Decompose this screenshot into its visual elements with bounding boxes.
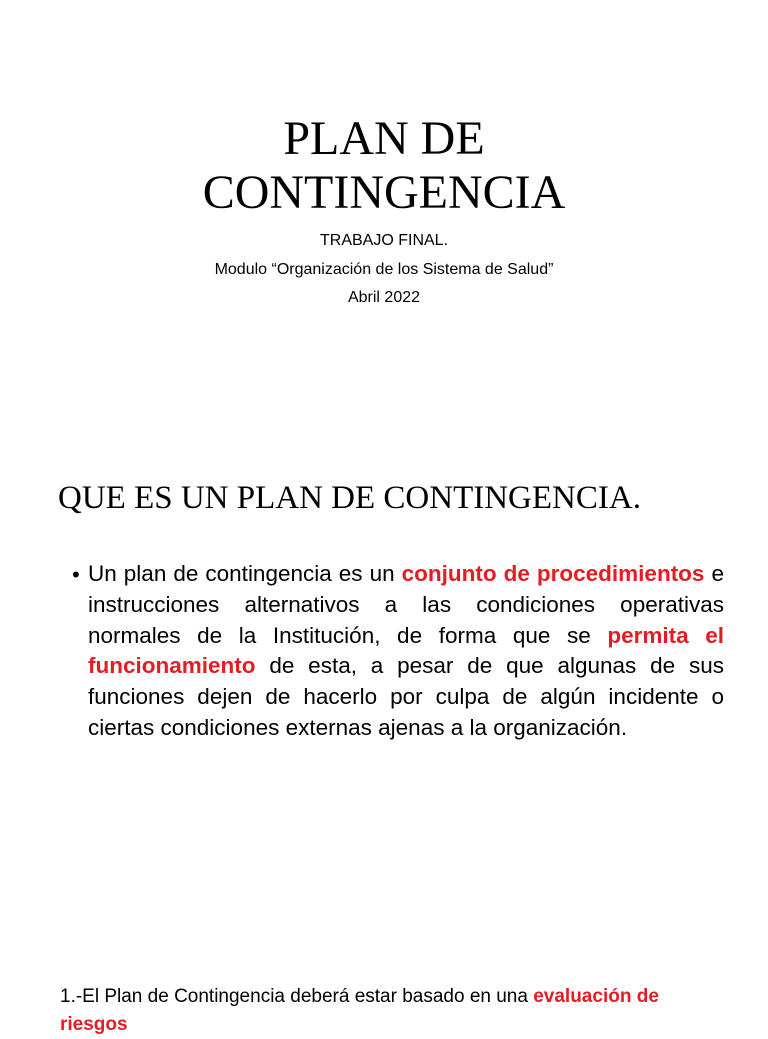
requirement-text: 1.-El Plan de Contingencia deberá estar basado en una	[60, 986, 534, 1007]
highlight-risk-evaluation: evaluación de riesgos	[60, 986, 659, 1035]
requirement-item-1	[60, 983, 720, 1039]
definition-paragraph	[88, 559, 724, 744]
definition-text-3: de esta, a pesar de que algunas de sus funciones dejen de hacerlo por culpa de algún incidente o ciertas condiciones externas ajenas a la organización.	[88, 653, 724, 740]
definition-text-2: e instrucciones alternativos a las condiciones operativas normales de la Institución, de forma que se	[88, 561, 724, 648]
subtitle-module: Modulo “Organización de los Sistema de Salud”	[214, 261, 554, 278]
bullet-icon: •	[72, 562, 80, 587]
definition-heading: QUE ES UN PLAN DE CONTINGENCIA.	[58, 480, 641, 516]
highlight-functioning: permita el funcionamiento	[88, 622, 724, 679]
definition-bullet	[72, 559, 724, 744]
subtitle-work: TRABAJO FINAL.	[319, 232, 449, 249]
definition-text-1: Un plan de contingencia es un	[88, 561, 402, 586]
subtitle-date: Abril 2022	[347, 289, 421, 306]
title-line-2: CONTINGENCIA	[202, 166, 566, 219]
highlight-procedures: conjunto de procedimientos	[401, 561, 705, 586]
title-line-1: PLAN DE	[283, 112, 485, 165]
presentation-title	[0, 112, 768, 220]
